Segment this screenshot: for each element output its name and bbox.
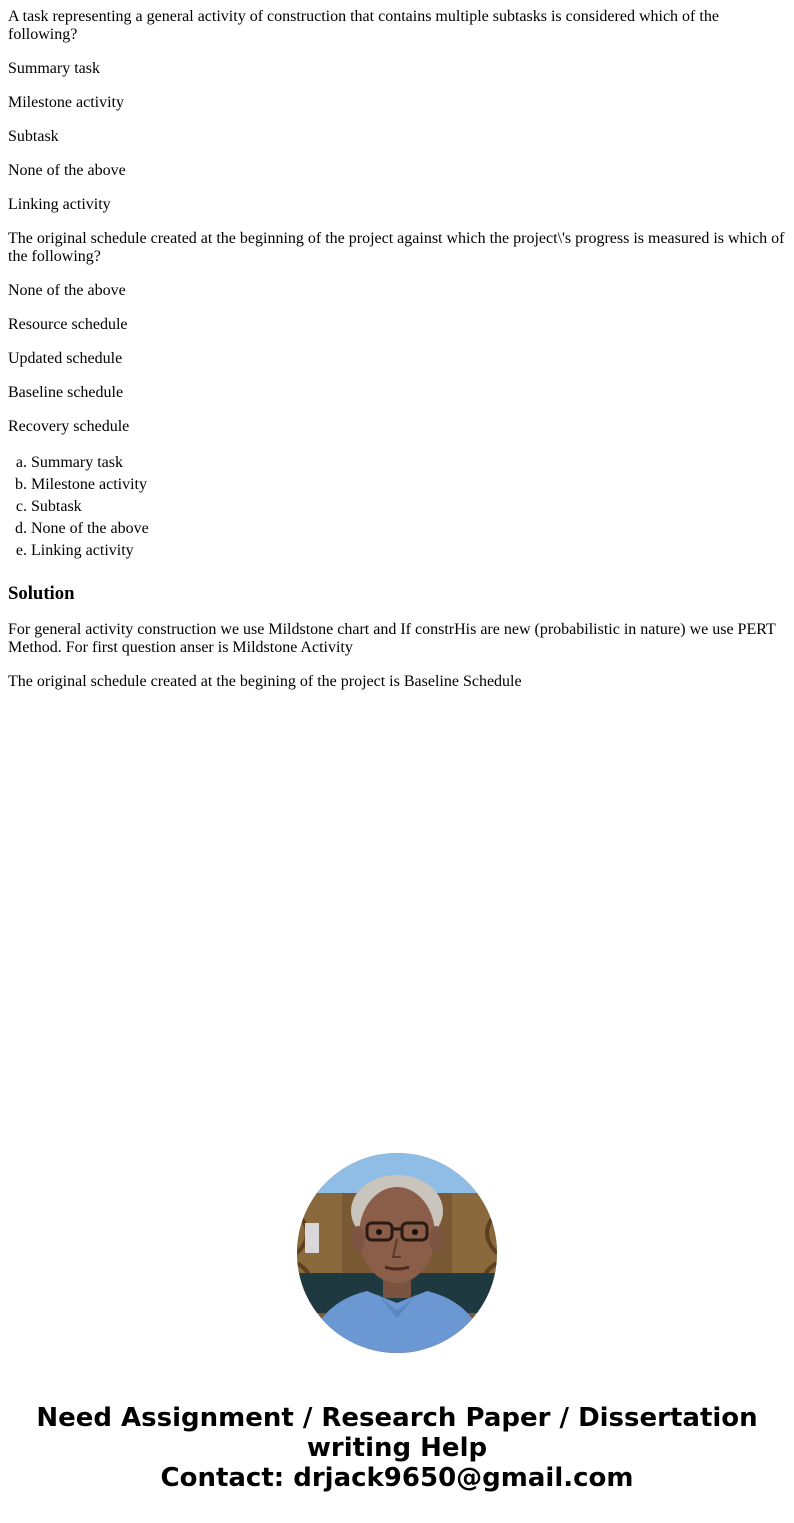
question1-option: Subtask bbox=[8, 128, 59, 145]
promo-line: Need Assignment / Research Paper / Dissertation bbox=[36, 1403, 758, 1433]
question1-option: None of the above bbox=[8, 162, 126, 179]
contact-banner bbox=[0, 1403, 794, 1493]
question1-option: Linking activity bbox=[8, 196, 111, 213]
contact-email: Contact: drjack9650@gmail.com bbox=[160, 1463, 634, 1493]
question2-option: None of the above bbox=[8, 282, 126, 299]
person-portrait-icon bbox=[297, 1153, 497, 1353]
document-body bbox=[8, 8, 786, 707]
question2-option: Updated schedule bbox=[8, 350, 123, 367]
list-item: b. Milestone activity bbox=[31, 474, 786, 496]
question1-option: Summary task bbox=[8, 60, 100, 77]
question1-option: Milestone activity bbox=[8, 94, 124, 111]
avatar bbox=[297, 1153, 497, 1353]
question2-option: Recovery schedule bbox=[8, 418, 130, 435]
list-item: a. Summary task bbox=[31, 452, 786, 474]
list-item: e. Linking activity bbox=[31, 540, 786, 562]
list-item: c. Subtask bbox=[31, 496, 786, 518]
question2-option: Baseline schedule bbox=[8, 384, 124, 401]
solution-paragraph: The original schedule created at the begining of the project is Baseline Schedule bbox=[8, 673, 522, 690]
ordered-options-list bbox=[8, 452, 786, 562]
solution-paragraph: For general activity construction we use Mildstone chart and If constrHis are new (probabilistic in nature) we use PERT Method. For first question anser is Mildstone Activity bbox=[8, 621, 776, 656]
solution-heading: Solution bbox=[8, 583, 75, 604]
question1-prompt: A task representing a general activity of construction that contains multiple subtasks is considered which of the following? bbox=[8, 8, 719, 43]
list-item: d. None of the above bbox=[31, 518, 786, 540]
question2-option: Resource schedule bbox=[8, 316, 128, 333]
question2-prompt: The original schedule created at the beginning of the project against which the project\'s progress is measured is which of the following? bbox=[8, 230, 785, 265]
promo-line: writing Help bbox=[306, 1433, 488, 1463]
